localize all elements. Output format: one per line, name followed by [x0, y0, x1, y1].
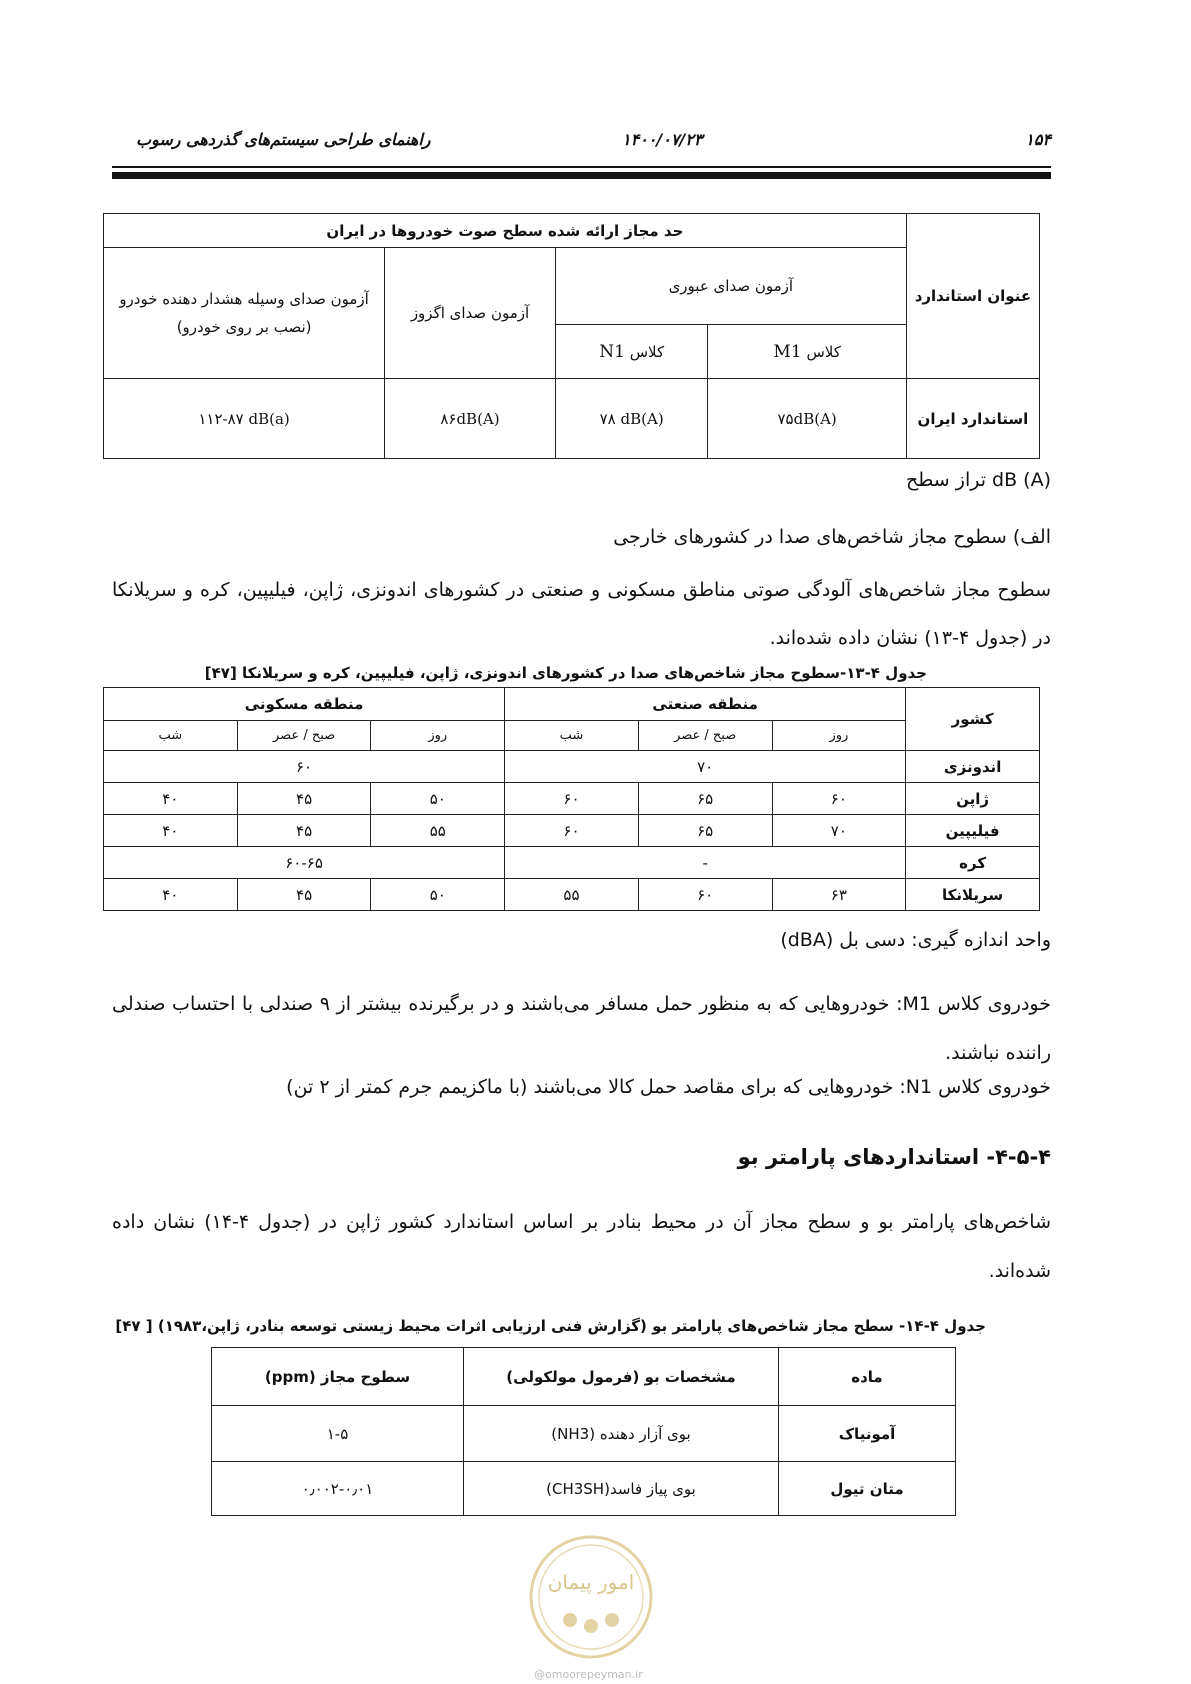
table1-top-title: حد مجاز ارائه شده سطح صوت خودروها در ایران: [104, 214, 907, 248]
horn-test-header: [104, 248, 385, 379]
header-rule-thick: [112, 172, 1051, 179]
limit-cell: ۰٫۰۰۲-۰٫۰۱: [212, 1462, 464, 1516]
table-cell: ۶۵: [638, 783, 772, 815]
table-cell: ۵۰: [371, 783, 505, 815]
odor-table: [211, 1347, 956, 1516]
table-cell: ۶۰-۶۵: [104, 847, 505, 879]
country-noise-table: [103, 687, 1040, 911]
horn-test-line2: (نصب بر روی خودرو): [176, 318, 312, 336]
class-word: کلاس: [806, 342, 841, 361]
table3-caption: جدول ۴-۱۴- سطح مجاز شاخص‌های پارامتر بو (گزارش فنی ارزیابی اثرات محیط زیستی توسعه بنادر، ژاپن،۱۹۸۳) [ ۴۷]: [115, 1317, 986, 1335]
vehicle-noise-table: [103, 213, 1040, 459]
class-m1-code: M1: [773, 341, 802, 362]
table-cell: ۷۰: [772, 815, 906, 847]
country-header: کشور: [906, 688, 1040, 751]
exhaust-value: ۸۶dB(A): [385, 379, 556, 459]
class-m1-header: [708, 325, 906, 379]
page-number: ۱۵۴: [1025, 130, 1051, 149]
section-heading: ۴-۵-۴- استانداردهای پارامتر بو: [737, 1145, 1051, 1169]
paragraph-class-n1: خودروی کلاس N1: خودروهایی که برای مقاصد حمل کالا می‌باشند (با ماکزیمم جرم کمتر از ۲ تن): [286, 1076, 1051, 1098]
table-cell: ۶۰: [638, 879, 772, 911]
country-cell: سریلانکا: [906, 879, 1040, 911]
country-cell: کره: [906, 847, 1040, 879]
country-cell: اندونزی: [906, 751, 1040, 783]
horn-value: ۱۱۲-۸۷ dB(a): [104, 379, 385, 459]
table-cell: ۶۰: [772, 783, 906, 815]
exhaust-test-header: آزمون صدای اگزوز: [385, 248, 556, 379]
odor-spec-header: مشخصات بو (فرمول مولکولی): [464, 1348, 779, 1406]
book-title: راهنمای طراحی سیستم‌های گذردهی رسوب: [136, 130, 431, 149]
limit-header: سطوح مجاز (ppm): [212, 1348, 464, 1406]
class-n1-header: [555, 325, 708, 379]
section-alef: الف) سطوح مجاز شاخص‌های صدا در کشورهای خارجی: [613, 526, 1051, 548]
sub-header-night: شب: [505, 721, 639, 751]
sub-header-evening: صبح / عصر: [237, 721, 371, 751]
substance-cell: متان تیول: [779, 1462, 956, 1516]
header-rule-thin: [112, 166, 1051, 168]
table-cell: ۴۰: [104, 815, 238, 847]
table-cell: ۶۰: [505, 783, 639, 815]
table-cell: ۷۰: [505, 751, 906, 783]
limit-cell: ۱-۵: [212, 1406, 464, 1462]
table-cell: ۶۵: [638, 815, 772, 847]
country-cell: فیلیپین: [906, 815, 1040, 847]
industrial-header: منطقه صنعتی: [505, 688, 906, 721]
table-cell: ۴۵: [237, 879, 371, 911]
seal-watermark-logo: [528, 1534, 654, 1660]
table-cell: ۵۰: [371, 879, 505, 911]
substance-cell: آمونیاک: [779, 1406, 956, 1462]
class-word: کلاس: [629, 342, 665, 361]
sub-header-day: روز: [772, 721, 906, 751]
table-cell: ۴۰: [104, 879, 238, 911]
sub-header-evening: صبح / عصر: [638, 721, 772, 751]
horn-test-line1: آزمون صدای وسیله هشدار دهنده خودرو: [119, 290, 369, 308]
table-cell: ۶۳: [772, 879, 906, 911]
table-cell: ۶۰: [505, 815, 639, 847]
table-cell: ۵۵: [371, 815, 505, 847]
header-date: ۱۴۰۰/۰۷/۲۳: [622, 130, 703, 149]
seal-text: امور پیمان: [547, 1570, 635, 1594]
db-note: dB (A) تراز سطح: [905, 469, 1051, 491]
country-cell: ژاپن: [906, 783, 1040, 815]
substance-header: ماده: [779, 1348, 956, 1406]
seal-website: @omoorepeyman.ir: [534, 1668, 643, 1681]
unit-note: واحد اندازه گیری: دسی بل (dBA): [780, 929, 1051, 951]
table-cell: ۵۵: [505, 879, 639, 911]
table-cell: -: [505, 847, 906, 879]
odor-spec-cell: بوی پیاز فاسد(CH3SH): [464, 1462, 779, 1516]
table-cell: ۴۰: [104, 783, 238, 815]
paragraph-noise-levels: سطوح مجاز شاخص‌های آلودگی صوتی مناطق مسکونی و صنعتی در کشورهای اندونزی، ژاپن، فیلیپین، کره و سریلانکا در (جدول ۴-۱۳) نشان داده شده‌اند.: [112, 579, 1051, 649]
table2-caption: جدول ۴-۱۳-سطوح مجاز شاخص‌های صدا در کشورهای اندونزی، ژاپن، فیلیپین، کره و سریلانکا [۴۷]: [204, 664, 927, 682]
residential-header: منطقه مسکونی: [104, 688, 505, 721]
paragraph-odor: شاخص‌های پارامتر بو و سطح مجاز آن در محیط بنادر بر اساس استاندارد کشور ژاپن در (جدول ۴-۱۴) نشان داده شده‌اند.: [112, 1211, 1051, 1282]
m1-value: ۷۵dB(A): [708, 379, 906, 459]
odor-spec-cell: بوی آزار دهنده (NH3): [464, 1406, 779, 1462]
table-cell: ۴۵: [237, 815, 371, 847]
class-n1-code: N1: [599, 341, 625, 362]
passing-test-header: آزمون صدای عبوری: [555, 248, 906, 325]
paragraph-class-m1: خودروی کلاس M1: خودروهایی که به منظور حمل مسافر می‌باشند و در برگیرنده بیشتر از ۹ صندلی با احتساب صندلی راننده نباشند.: [112, 993, 1051, 1064]
table-cell: ۴۵: [237, 783, 371, 815]
sub-header-day: روز: [371, 721, 505, 751]
table-cell: ۶۰: [104, 751, 505, 783]
iran-standard-label: استاندارد ایران: [906, 379, 1039, 459]
sub-header-night: شب: [104, 721, 238, 751]
standard-title-header: عنوان استاندارد: [906, 214, 1039, 379]
n1-value: ۷۸ dB(A): [555, 379, 708, 459]
